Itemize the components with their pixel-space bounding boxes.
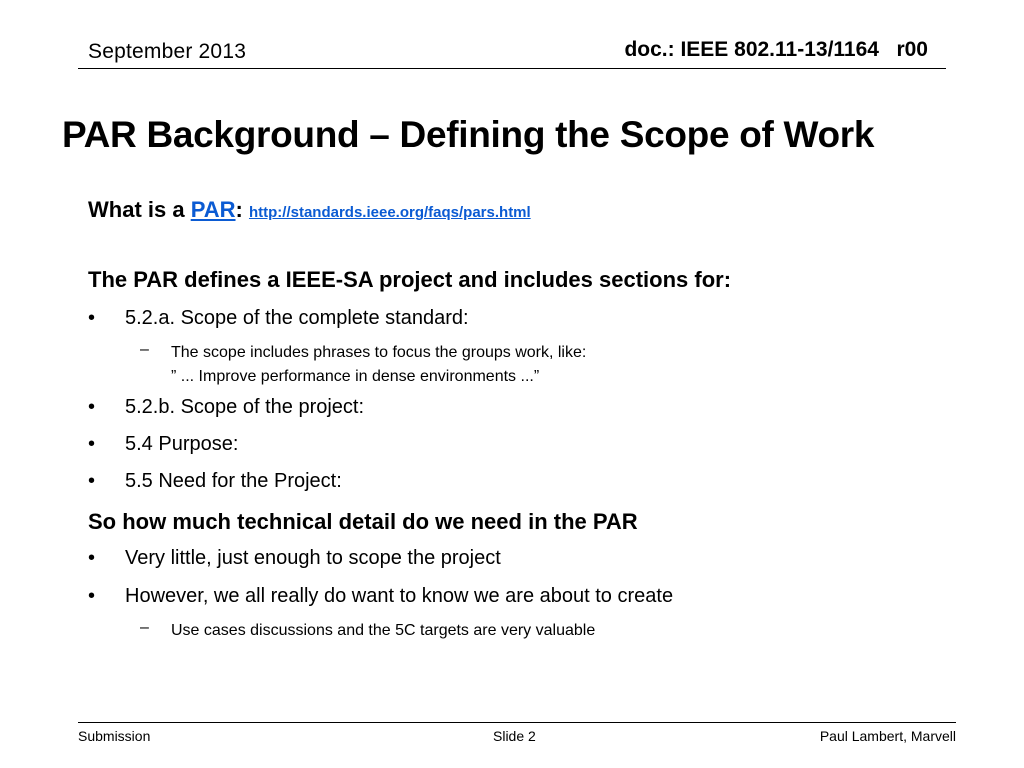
footer-author: Paul Lambert, Marvell (819, 728, 956, 744)
bullet-however (88, 585, 888, 611)
bullet-glyph: • (88, 585, 96, 607)
par-question-prefix: What is a (88, 197, 191, 222)
footer-submission: Submission (78, 728, 151, 744)
dash-glyph: – (140, 619, 149, 636)
header-divider (78, 68, 946, 69)
par-question-colon: : (235, 197, 249, 222)
sub-bullet-use-cases (140, 619, 840, 645)
bullet-text: However, we all really do want to know we are about to create (125, 585, 674, 607)
dash-glyph: – (140, 341, 149, 358)
bullet-scope-project (88, 396, 788, 422)
bullet-need (88, 470, 788, 496)
bullet-scope-complete (88, 307, 788, 333)
bullet-text: 5.2.a. Scope of the complete standard: (125, 307, 469, 329)
sub-bullet-line-1: The scope includes phrases to focus the groups work, like: (171, 344, 587, 361)
bullet-very-little (88, 547, 888, 573)
bullet-glyph: • (88, 470, 96, 492)
par-faq-url-link[interactable]: http://standards.ieee.org/faqs/pars.html (248, 204, 531, 221)
bullet-glyph: • (88, 547, 96, 569)
sub-bullet-scope-phrases (140, 341, 840, 391)
par-sections-heading: The PAR defines a IEEE-SA project and includes sections for: (88, 267, 732, 292)
bullet-glyph: • (88, 396, 96, 418)
bullet-text: Very little, just enough to scope the project (125, 547, 501, 569)
header-date: September 2013 (88, 40, 247, 63)
footer-slide-number: Slide 2 (493, 728, 536, 744)
bullet-text: 5.4 Purpose: (125, 433, 239, 455)
par-question (88, 197, 531, 223)
footer-divider (78, 722, 956, 723)
technical-detail-heading: So how much technical detail do we need in the PAR (88, 509, 638, 534)
sub-bullet-line-2: ” ... Improve performance in dense environments ...” (171, 368, 540, 385)
sub-bullet-text (171, 341, 586, 389)
par-link[interactable]: PAR (190, 197, 236, 222)
bullet-text: 5.2.b. Scope of the project: (125, 396, 365, 418)
header-doc-id: doc.: IEEE 802.11-13/1164 r00 (624, 38, 928, 61)
bullet-text: 5.5 Need for the Project: (125, 470, 342, 492)
bullet-purpose (88, 433, 788, 459)
sub-bullet-text: Use cases discussions and the 5C targets are very valuable (171, 622, 596, 639)
slide-title: PAR Background – Defining the Scope of Work (62, 114, 875, 155)
bullet-glyph: • (88, 433, 96, 455)
bullet-glyph: • (88, 307, 96, 329)
